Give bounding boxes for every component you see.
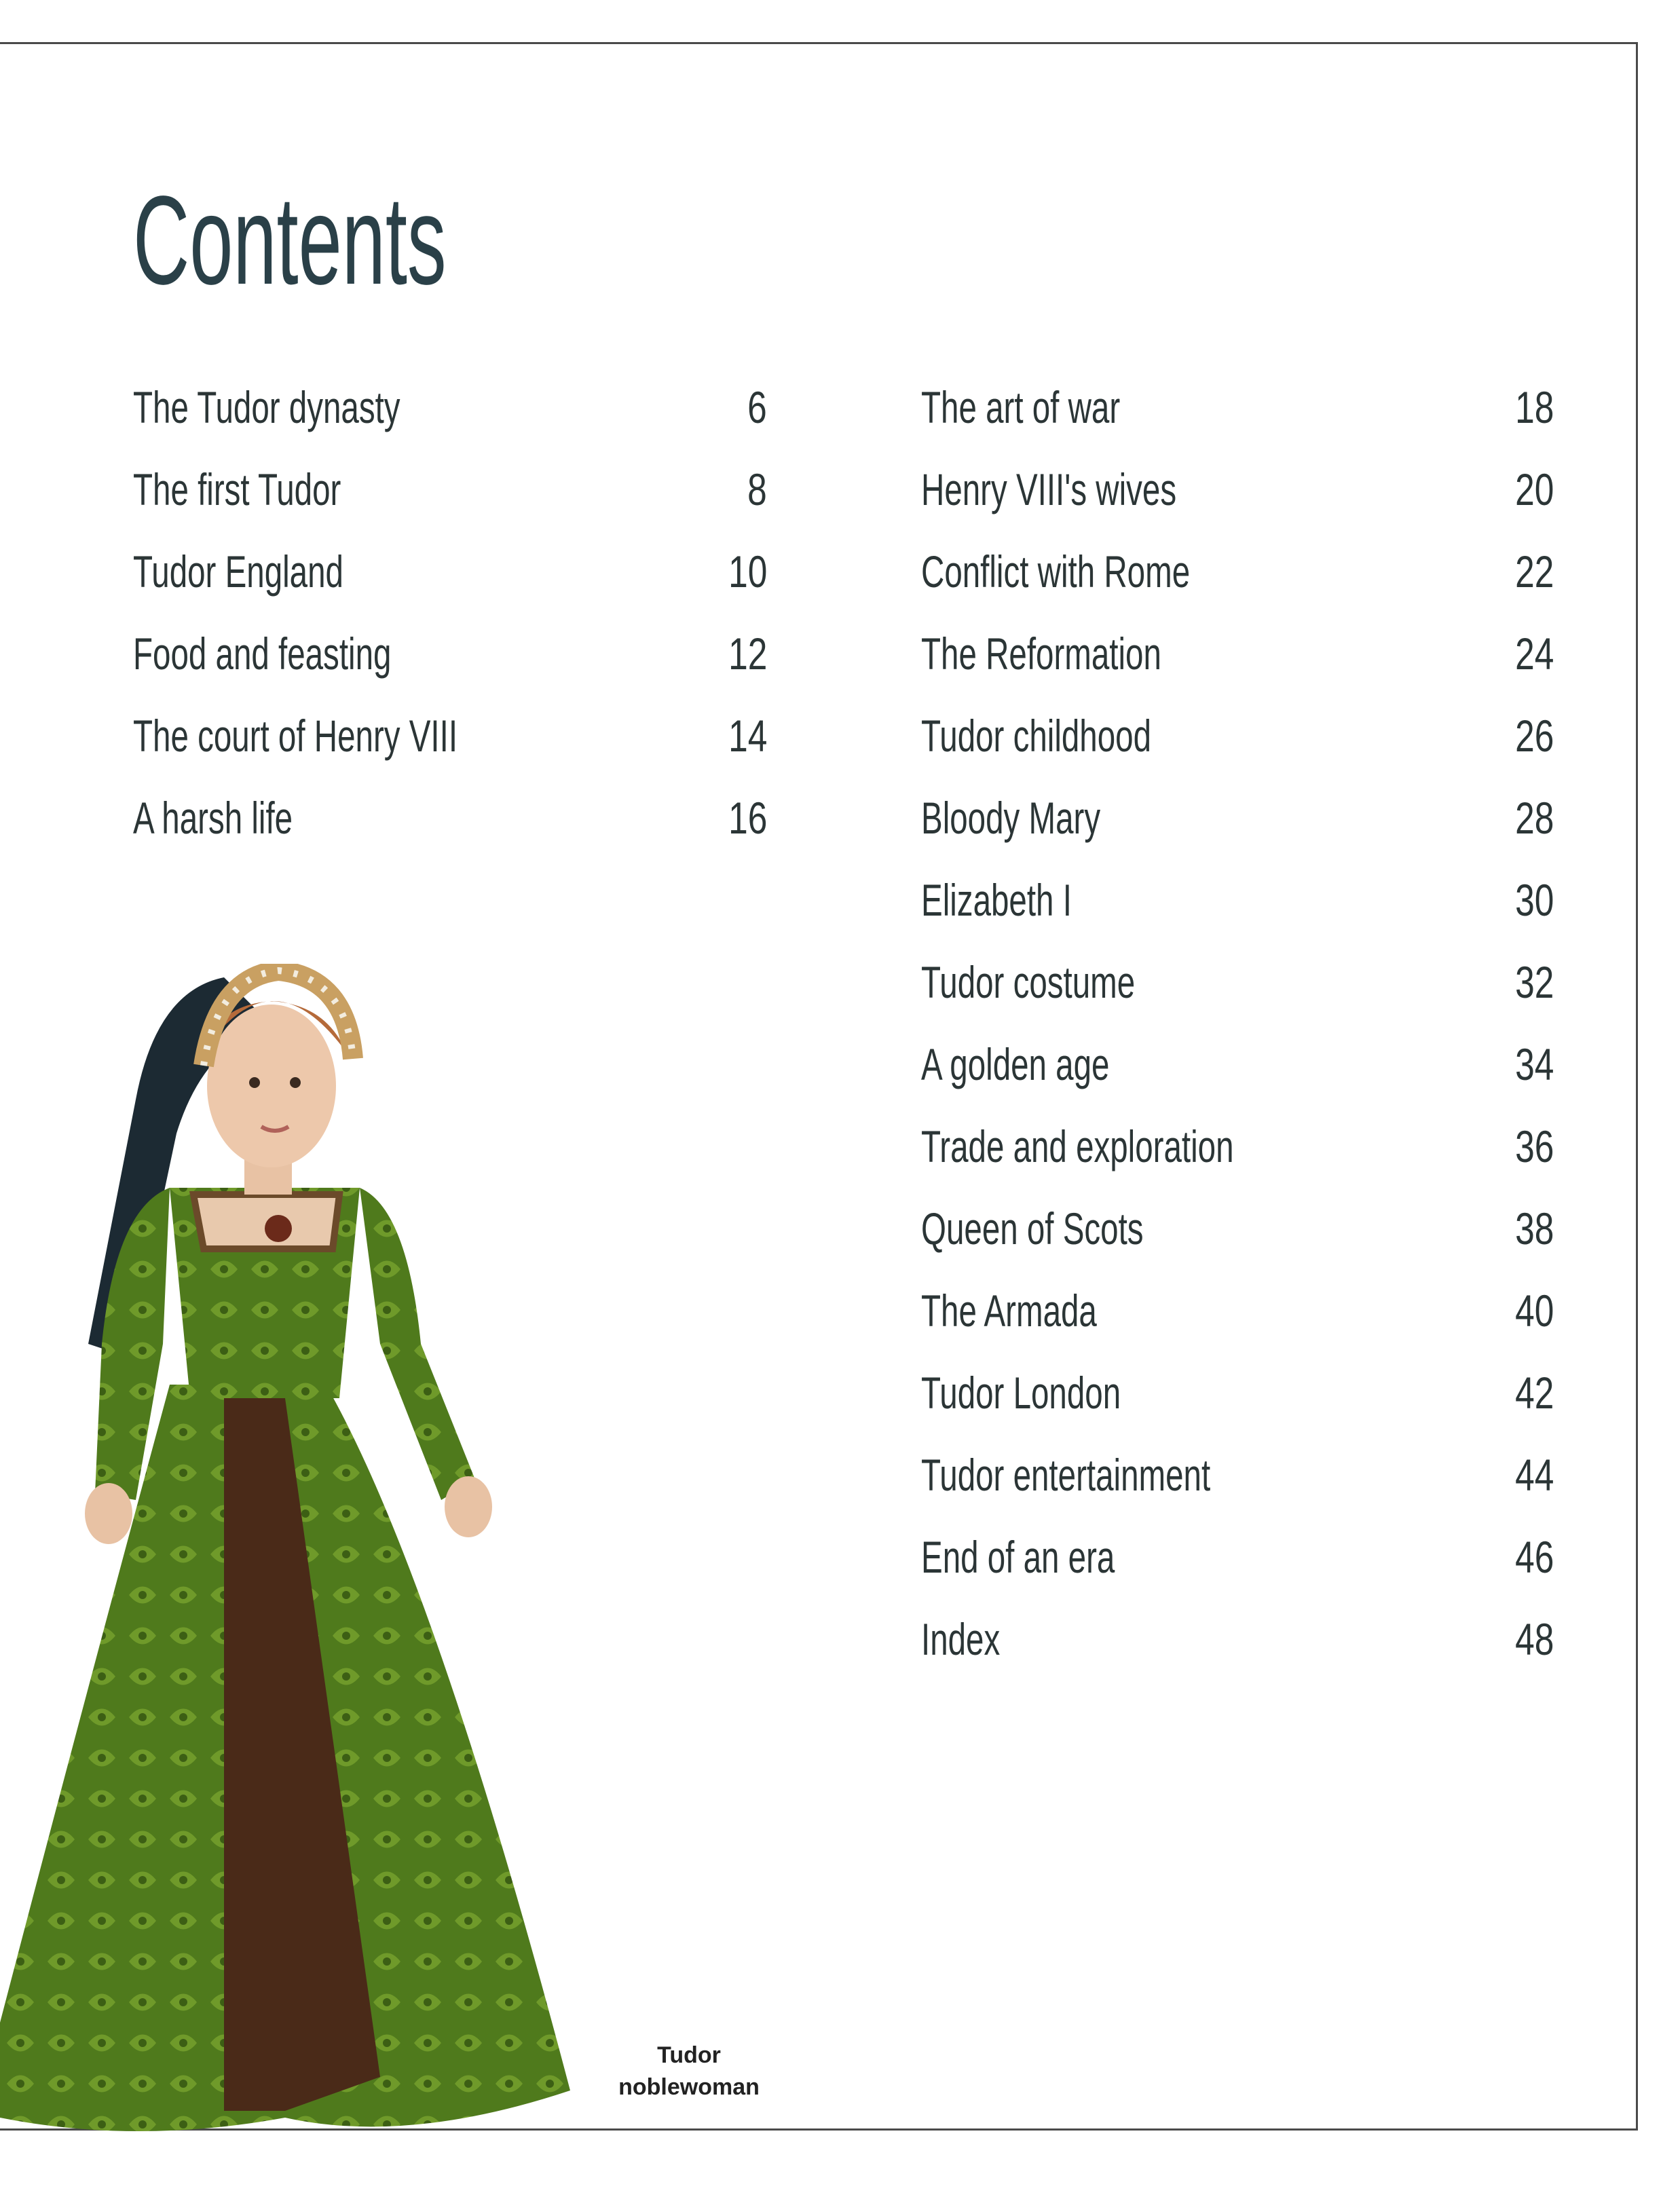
entry-page-number: 12	[728, 629, 767, 679]
entry-page-number: 20	[1514, 464, 1554, 514]
entry-page-number: 32	[1514, 957, 1554, 1007]
entry-title: Tudor London	[921, 1368, 1121, 1418]
entry-title: Elizabeth I	[921, 875, 1072, 925]
contents-entry[interactable]	[921, 709, 1554, 791]
entry-page-number: 10	[728, 546, 767, 597]
contents-entry[interactable]	[921, 1283, 1554, 1366]
entry-page-number: 30	[1514, 875, 1554, 925]
caption-line-2: noblewoman	[618, 2074, 760, 2100]
entry-title: The Tudor dynasty	[133, 382, 400, 432]
contents-entry[interactable]	[921, 1448, 1554, 1530]
entry-page-number: 24	[1514, 629, 1554, 679]
entry-page-number: 16	[728, 793, 767, 843]
contents-entry[interactable]	[133, 462, 767, 544]
entry-title: The Reformation	[921, 629, 1161, 679]
contents-entry[interactable]	[921, 1530, 1554, 1612]
contents-entry[interactable]	[921, 1037, 1554, 1119]
caption-line-1: Tudor	[657, 2042, 721, 2068]
entry-page-number: 38	[1514, 1203, 1554, 1254]
entry-page-number: 42	[1514, 1368, 1554, 1418]
entry-title: A golden age	[921, 1039, 1110, 1089]
entry-title: Index	[921, 1614, 1001, 1664]
entry-page-number: 48	[1514, 1614, 1554, 1664]
contents-entry[interactable]	[921, 626, 1554, 709]
entry-page-number: 34	[1514, 1039, 1554, 1089]
entry-title: Tudor entertainment	[921, 1450, 1211, 1500]
entry-page-number: 28	[1514, 793, 1554, 843]
contents-entry[interactable]	[921, 544, 1554, 626]
entry-title: Queen of Scots	[921, 1203, 1144, 1254]
entry-page-number: 40	[1514, 1286, 1554, 1336]
entry-title: A harsh life	[133, 793, 293, 843]
entry-title: Food and feasting	[133, 629, 392, 679]
entry-title: Conflict with Rome	[921, 546, 1191, 597]
entry-title: Bloody Mary	[921, 793, 1101, 843]
page-title: Contents	[133, 170, 447, 311]
contents-entry[interactable]	[133, 544, 767, 626]
entry-page-number: 22	[1514, 546, 1554, 597]
contents-entry[interactable]	[921, 1612, 1554, 1694]
entry-title: Trade and exploration	[921, 1121, 1234, 1171]
contents-entry[interactable]	[921, 1119, 1554, 1201]
image-caption	[597, 2040, 781, 2103]
entry-title: The first Tudor	[133, 464, 341, 514]
entry-page-number: 44	[1514, 1450, 1554, 1500]
contents-entry[interactable]	[921, 1201, 1554, 1283]
entry-title: The Armada	[921, 1286, 1097, 1336]
entry-title: Henry VIII's wives	[921, 464, 1177, 514]
entry-title: The court of Henry VIII	[133, 711, 458, 761]
entry-page-number: 14	[728, 711, 767, 761]
entry-page-number: 6	[747, 382, 767, 432]
contents-entry[interactable]	[921, 791, 1554, 873]
entry-title: Tudor England	[133, 546, 343, 597]
contents-list-right	[921, 380, 1554, 1694]
entry-page-number: 26	[1514, 711, 1554, 761]
contents-entry[interactable]	[921, 873, 1554, 955]
contents-entry[interactable]	[921, 955, 1554, 1037]
contents-entry[interactable]	[133, 380, 767, 462]
contents-entry[interactable]	[133, 626, 767, 709]
contents-entry[interactable]	[921, 462, 1554, 544]
contents-list-left	[133, 380, 767, 873]
entry-page-number: 18	[1514, 382, 1554, 432]
contents-entry[interactable]	[921, 380, 1554, 462]
entry-title: End of an era	[921, 1532, 1115, 1582]
tudor-noblewoman-photo	[0, 964, 611, 2158]
entry-title: The art of war	[921, 382, 1121, 432]
entry-page-number: 36	[1514, 1121, 1554, 1171]
entry-title: Tudor costume	[921, 957, 1136, 1007]
contents-entry[interactable]	[921, 1366, 1554, 1448]
contents-entry[interactable]	[133, 709, 767, 791]
entry-title: Tudor childhood	[921, 711, 1152, 761]
contents-entry[interactable]	[133, 791, 767, 873]
entry-page-number: 8	[747, 464, 767, 514]
entry-page-number: 46	[1514, 1532, 1554, 1582]
